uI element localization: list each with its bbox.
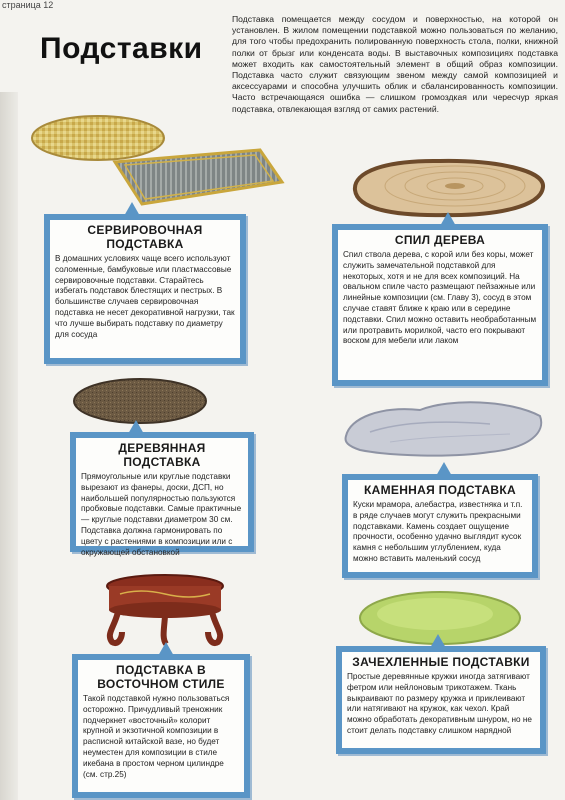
stone-mat-text: Куски мрамора, алебастра, известняка и т.п. в ряде случаев могут служить прекрасными подставками. Камень создает ощущение прочности, особенно удачно выглядит кусок камня с небольшим углублением, куда можно вставить маленький сосуд (353, 500, 523, 563)
serving-mats-image (30, 110, 290, 210)
oriental-stand-image (100, 572, 230, 650)
stone-slab-image (340, 392, 550, 462)
stone-mat-box (342, 474, 538, 578)
oriental-stand-title: ПОДСТАВКА В ВОСТОЧНОМ СТИЛЕ (97, 663, 225, 691)
serving-mat-text: В домашних условиях чаще всего используют соломенные, бамбуковые или пластмассовые сервировочные подставки. Старайтесь избегать подставок блестящих и пестрых. В большинстве случаев сервировочная подставка не несет декоративной нагрузки, так что лучше выбирать подставку по диаметру для сосуда (55, 254, 235, 339)
wood-slice-text: Спил ствола дерева, с корой или без коры, может служить замечательной подставкой для некоторых, хотя и не для всех композиций. На овальном спиле часто размещают пейзажные или линейные композиции (см. Главу 3), сосуд в этом случае ставят ближе к краю или в середине подставки. Спил можно оставить необработанным или протравить морилкой, часто его покрывают воском для мебели или лаком (343, 250, 537, 346)
covered-mat-title: ЗАЧЕХЛЕННЫЕ ПОДСТАВКИ (352, 655, 530, 669)
stone-mat-title: КАМЕННАЯ ПОДСТАВКА (364, 483, 516, 497)
covered-mat-box (336, 646, 546, 754)
wood-slice-box (332, 224, 548, 386)
page-number: страница 12 (2, 0, 54, 10)
wood-slice-title: СПИЛ ДЕРЕВА (394, 233, 486, 247)
wooden-mat-box (70, 432, 254, 557)
oriental-stand-box (72, 654, 250, 798)
page-title: Подставки (40, 32, 203, 65)
serving-mat-box (44, 214, 246, 364)
left-margin-shadow (0, 92, 18, 800)
intro-paragraph: Подставка помещается между сосудом и поверхностью, на которой он установлен. В жилом помещении подставкой можно пользоваться по желанию, для того чтобы предохранить полированную поверхность стола, полки, книжной полки от брызг или конденсата воды. В выставочных композициях подставка может входить как самостоятельный элемент в общий образ композиции. Подставка часто служит связующим звеном между самой композицией и аксессуарами и способна улучшить облик и сбалансированность композиции. Часто встречающаяся ошибка — слишком громоздкая или чересчур яркая подставка, отвлекающая взгляд от самих растений. (232, 14, 558, 114)
covered-mat-text: Простые деревянные кружки иногда затягивают фетром или нейлоновым трикотажем. Ткань выкраивают по размеру кружка и приклеивают или натягивают на кружок, как чехол. Край можно обработать декоративным шнуром, но не стоит делать подставку слишком нарядной (347, 672, 532, 735)
oriental-stand-text: Такой подставкой нужно пользоваться осторожно. Причудливый треножник подчеркнет «восточный» колорит крупной и экзотичной композиции в расписной китайской вазе, но будет неуместен для композиции в стиле икебана в простом черном цилиндре (см. стр.25) (83, 694, 230, 779)
wooden-mat-title: ДЕРЕВЯННАЯ ПОДСТАВКА (118, 441, 206, 469)
serving-mat-title: СЕРВИРОВОЧНАЯ ПОДСТАВКА (87, 223, 203, 251)
wooden-mat-text: Прямоугольные или круглые подставки вырезают из фанеры, доски, ДСП, но наибольшей популярностью пользуются пробковые подставки. Самые практичные — круглые подставки диаметром 30 см. Подставка должна гармонировать по цвету с растениями в композиции или с окружающей обстановкой (81, 472, 242, 557)
